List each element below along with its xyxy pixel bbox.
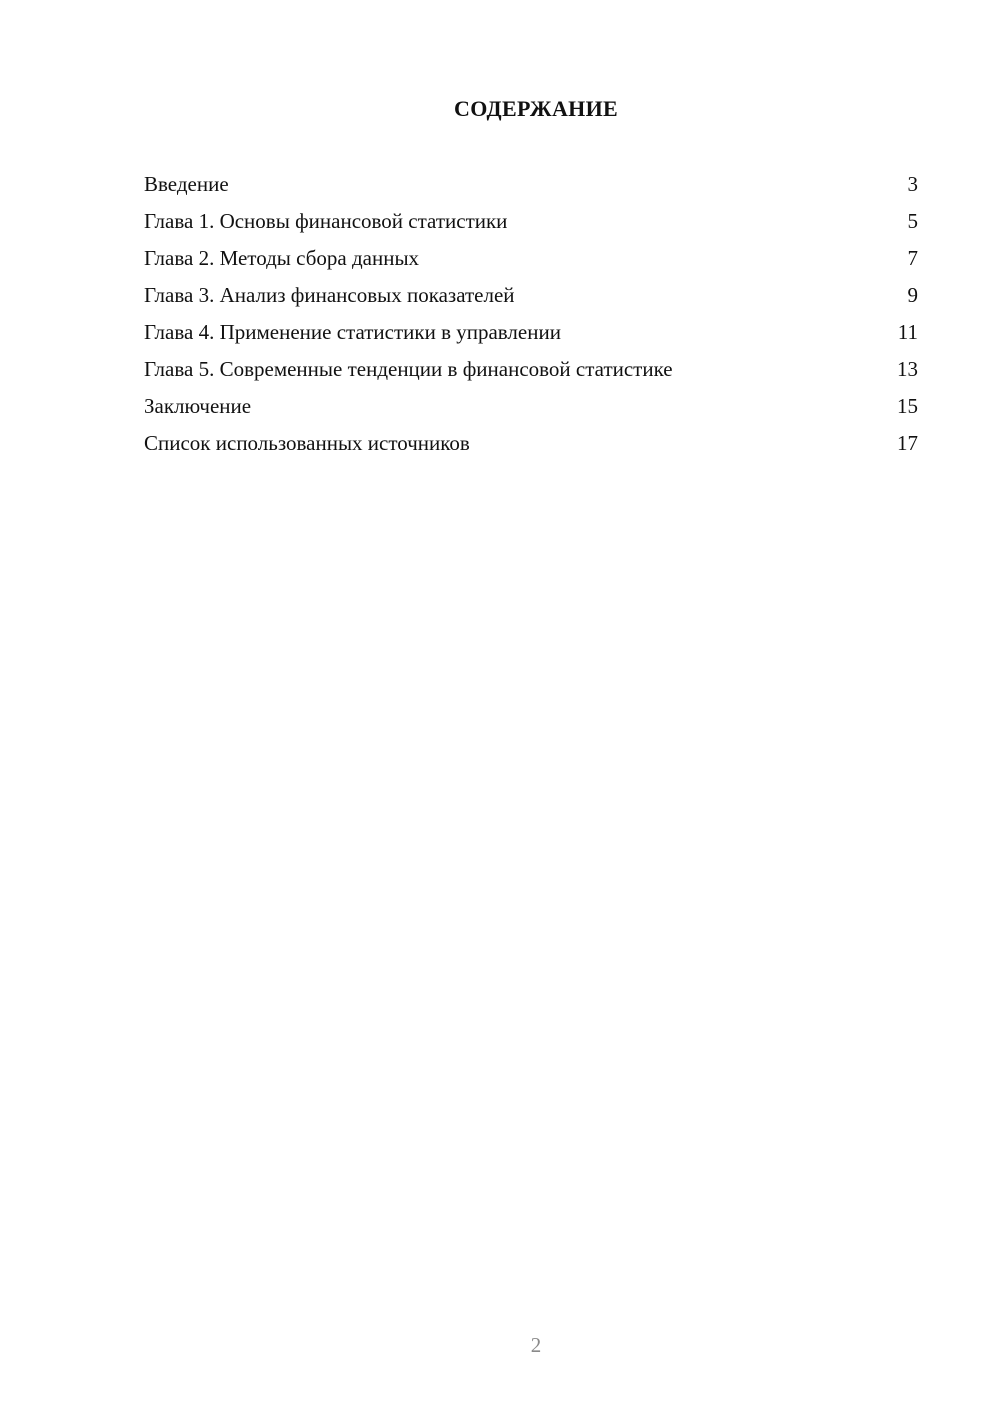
toc-entry-chapter-1: [144, 206, 918, 243]
toc-entry-conclusion: [144, 391, 918, 428]
toc-entry-chapter-4: [144, 317, 918, 354]
toc-entry-chapter-2: [144, 243, 918, 280]
toc-entry-label: Список использованных источников: [144, 431, 470, 455]
toc-entry-page: 13: [897, 357, 918, 381]
toc-entry-references: [144, 428, 918, 465]
toc-entry-page: 9: [907, 283, 918, 307]
toc-entry-label: Заключение: [144, 394, 252, 418]
page-number: 2: [530, 1333, 542, 1357]
table-of-contents: [144, 169, 918, 465]
toc-entry-page: 3: [907, 172, 918, 196]
toc-entry-label: Глава 5. Современные тенденции в финансовой статистике: [144, 357, 673, 381]
toc-entry-page: 5: [907, 209, 918, 233]
toc-title: СОДЕРЖАНИЕ: [454, 96, 618, 121]
toc-entry-chapter-3: [144, 280, 918, 317]
toc-entry-label: Глава 1. Основы финансовой статистики: [144, 209, 508, 233]
toc-entry-chapter-5: [144, 354, 918, 391]
toc-entry-label: Глава 3. Анализ финансовых показателей: [144, 283, 515, 307]
toc-entry-label: Глава 4. Применение статистики в управлении: [144, 320, 561, 344]
toc-entry-page: 7: [907, 246, 918, 270]
toc-entry-page: 17: [897, 431, 918, 455]
toc-entry-introduction: [144, 169, 918, 206]
toc-entry-page: 11: [897, 320, 918, 344]
toc-entry-label: Глава 2. Методы сбора данных: [144, 246, 420, 270]
toc-entry-page: 15: [897, 394, 918, 418]
toc-entry-label: Введение: [144, 172, 229, 196]
